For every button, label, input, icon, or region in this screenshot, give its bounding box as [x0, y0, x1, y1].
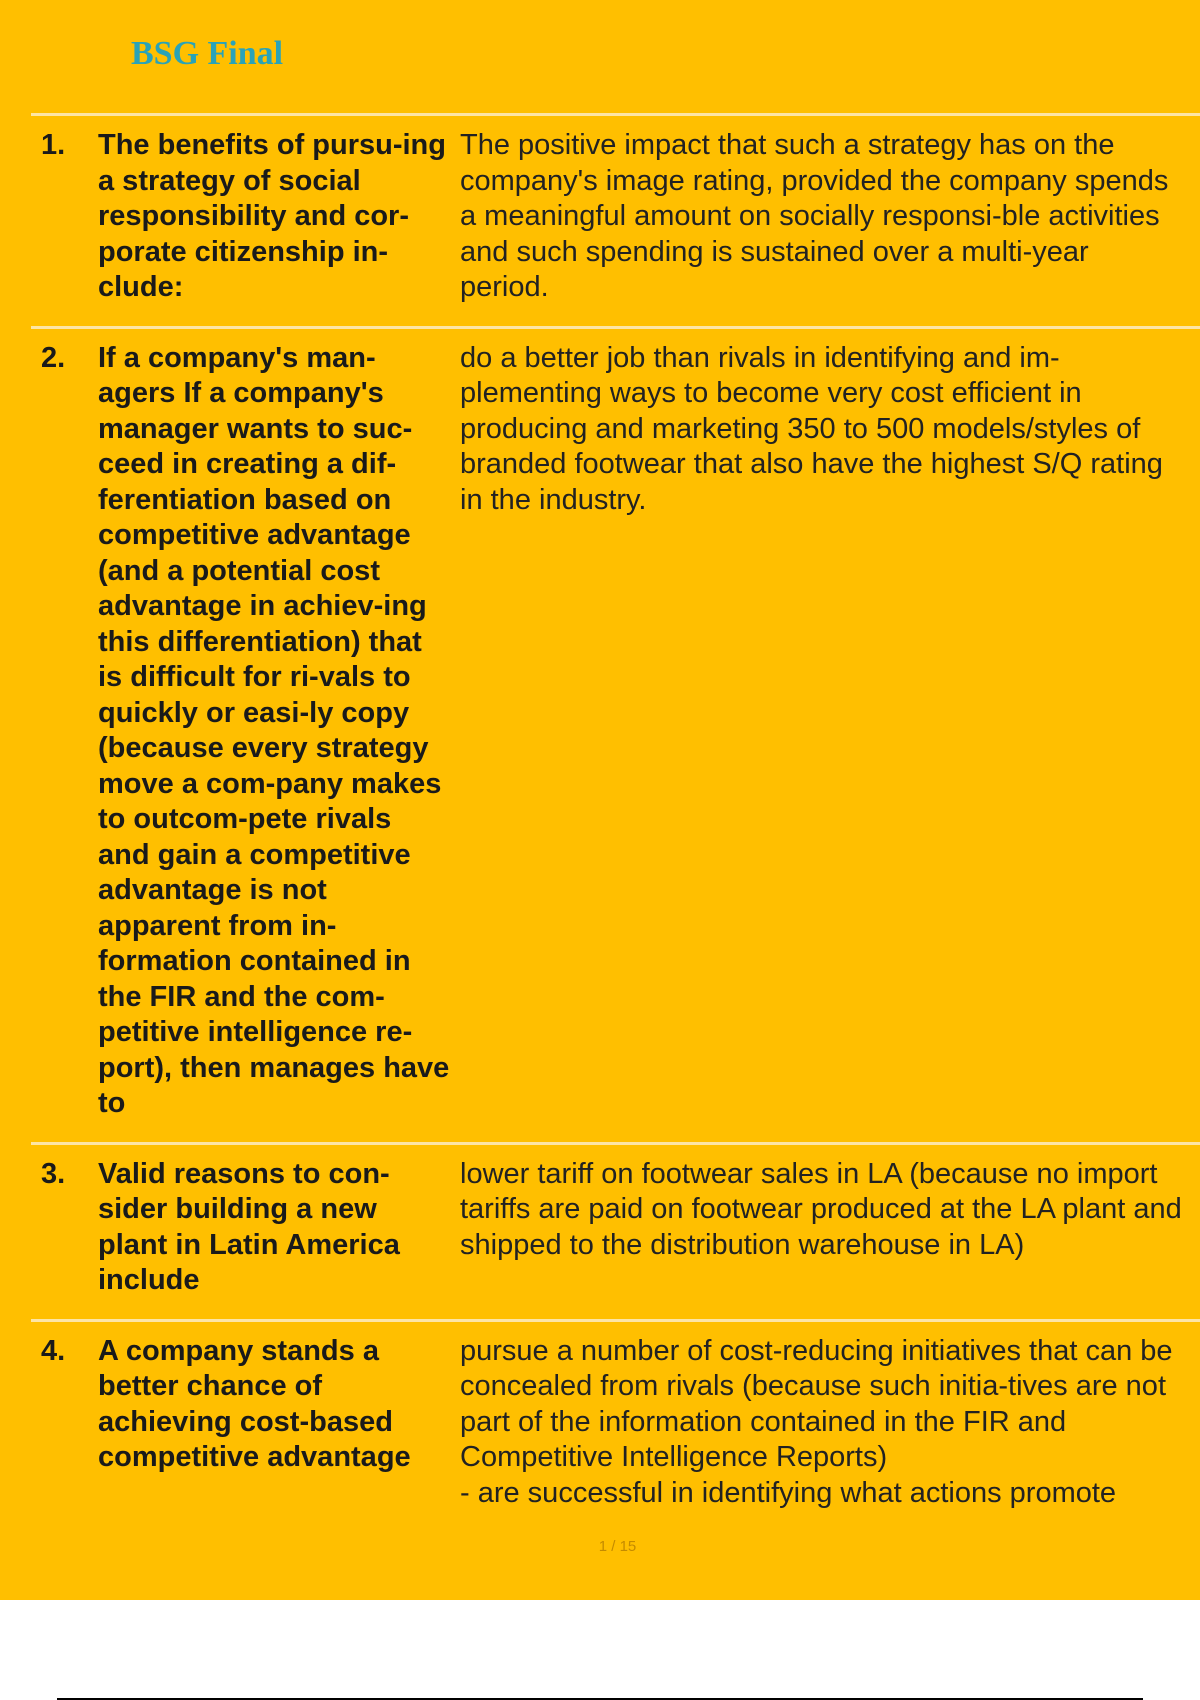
- card-definition: lower tariff on footwear sales in LA (because no import tariffs are paid on footwear produced at the LA plant and shipped to the distribution warehouse in LA): [460, 1157, 1182, 1261]
- flashcard-list: [31, 113, 1200, 1529]
- card-number: 2.: [41, 341, 66, 374]
- card-term: If a company's man-agers If a company's manager wants to suc-ceed in creating a dif-ferentiation based on competitive advantage (and a potential cost advantage in achiev-ing this differentiation) that is difficult for ri-vals to quickly or easi-ly copy (because every strategy move a com-pany makes to outcom-pete rivals and gain a competitive advantage is not apparent from in-formation contained in the FIR and the com-petitive intelligence re-port), then manages have to: [98, 341, 450, 1119]
- document-title: BSG Final: [131, 35, 284, 72]
- card-term: Valid reasons to con-sider building a new plant in Latin America include: [98, 1157, 400, 1296]
- flashcard: [31, 1319, 1200, 1529]
- card-term: The benefits of pursu-ing a strategy of social responsibility and cor-porate citizenship in-clude:: [98, 129, 446, 303]
- flashcard: [31, 1142, 1200, 1319]
- flashcard: [31, 326, 1200, 1142]
- card-definition: do a better job than rivals in identifying and im-plementing ways to become very cost efficient in producing and marketing 350 to 500 models/styles of branded footwear that also have the highest S/Q rating in the industry.: [460, 341, 1163, 516]
- card-number: 3.: [41, 1157, 66, 1190]
- card-definition: The positive impact that such a strategy has on the company's image rating, provided the company spends a meaningful amount on socially responsi-ble activities and such spending is sustained over a multi-year period.: [460, 129, 1169, 303]
- page-indicator: 1 / 15: [598, 1538, 637, 1555]
- flashcard: [31, 113, 1200, 326]
- card-number: 1.: [41, 129, 66, 161]
- card-number: 4.: [41, 1334, 66, 1367]
- card-definition: pursue a number of cost-reducing initiatives that can be concealed from rivals (because such initia-tives are not part of the information contained in the FIR and Competitive Intelligence Reports) - are successful in identifying what actions promote: [460, 1334, 1173, 1509]
- card-term: A company stands a better chance of achieving cost-based competitive advantage: [98, 1334, 411, 1473]
